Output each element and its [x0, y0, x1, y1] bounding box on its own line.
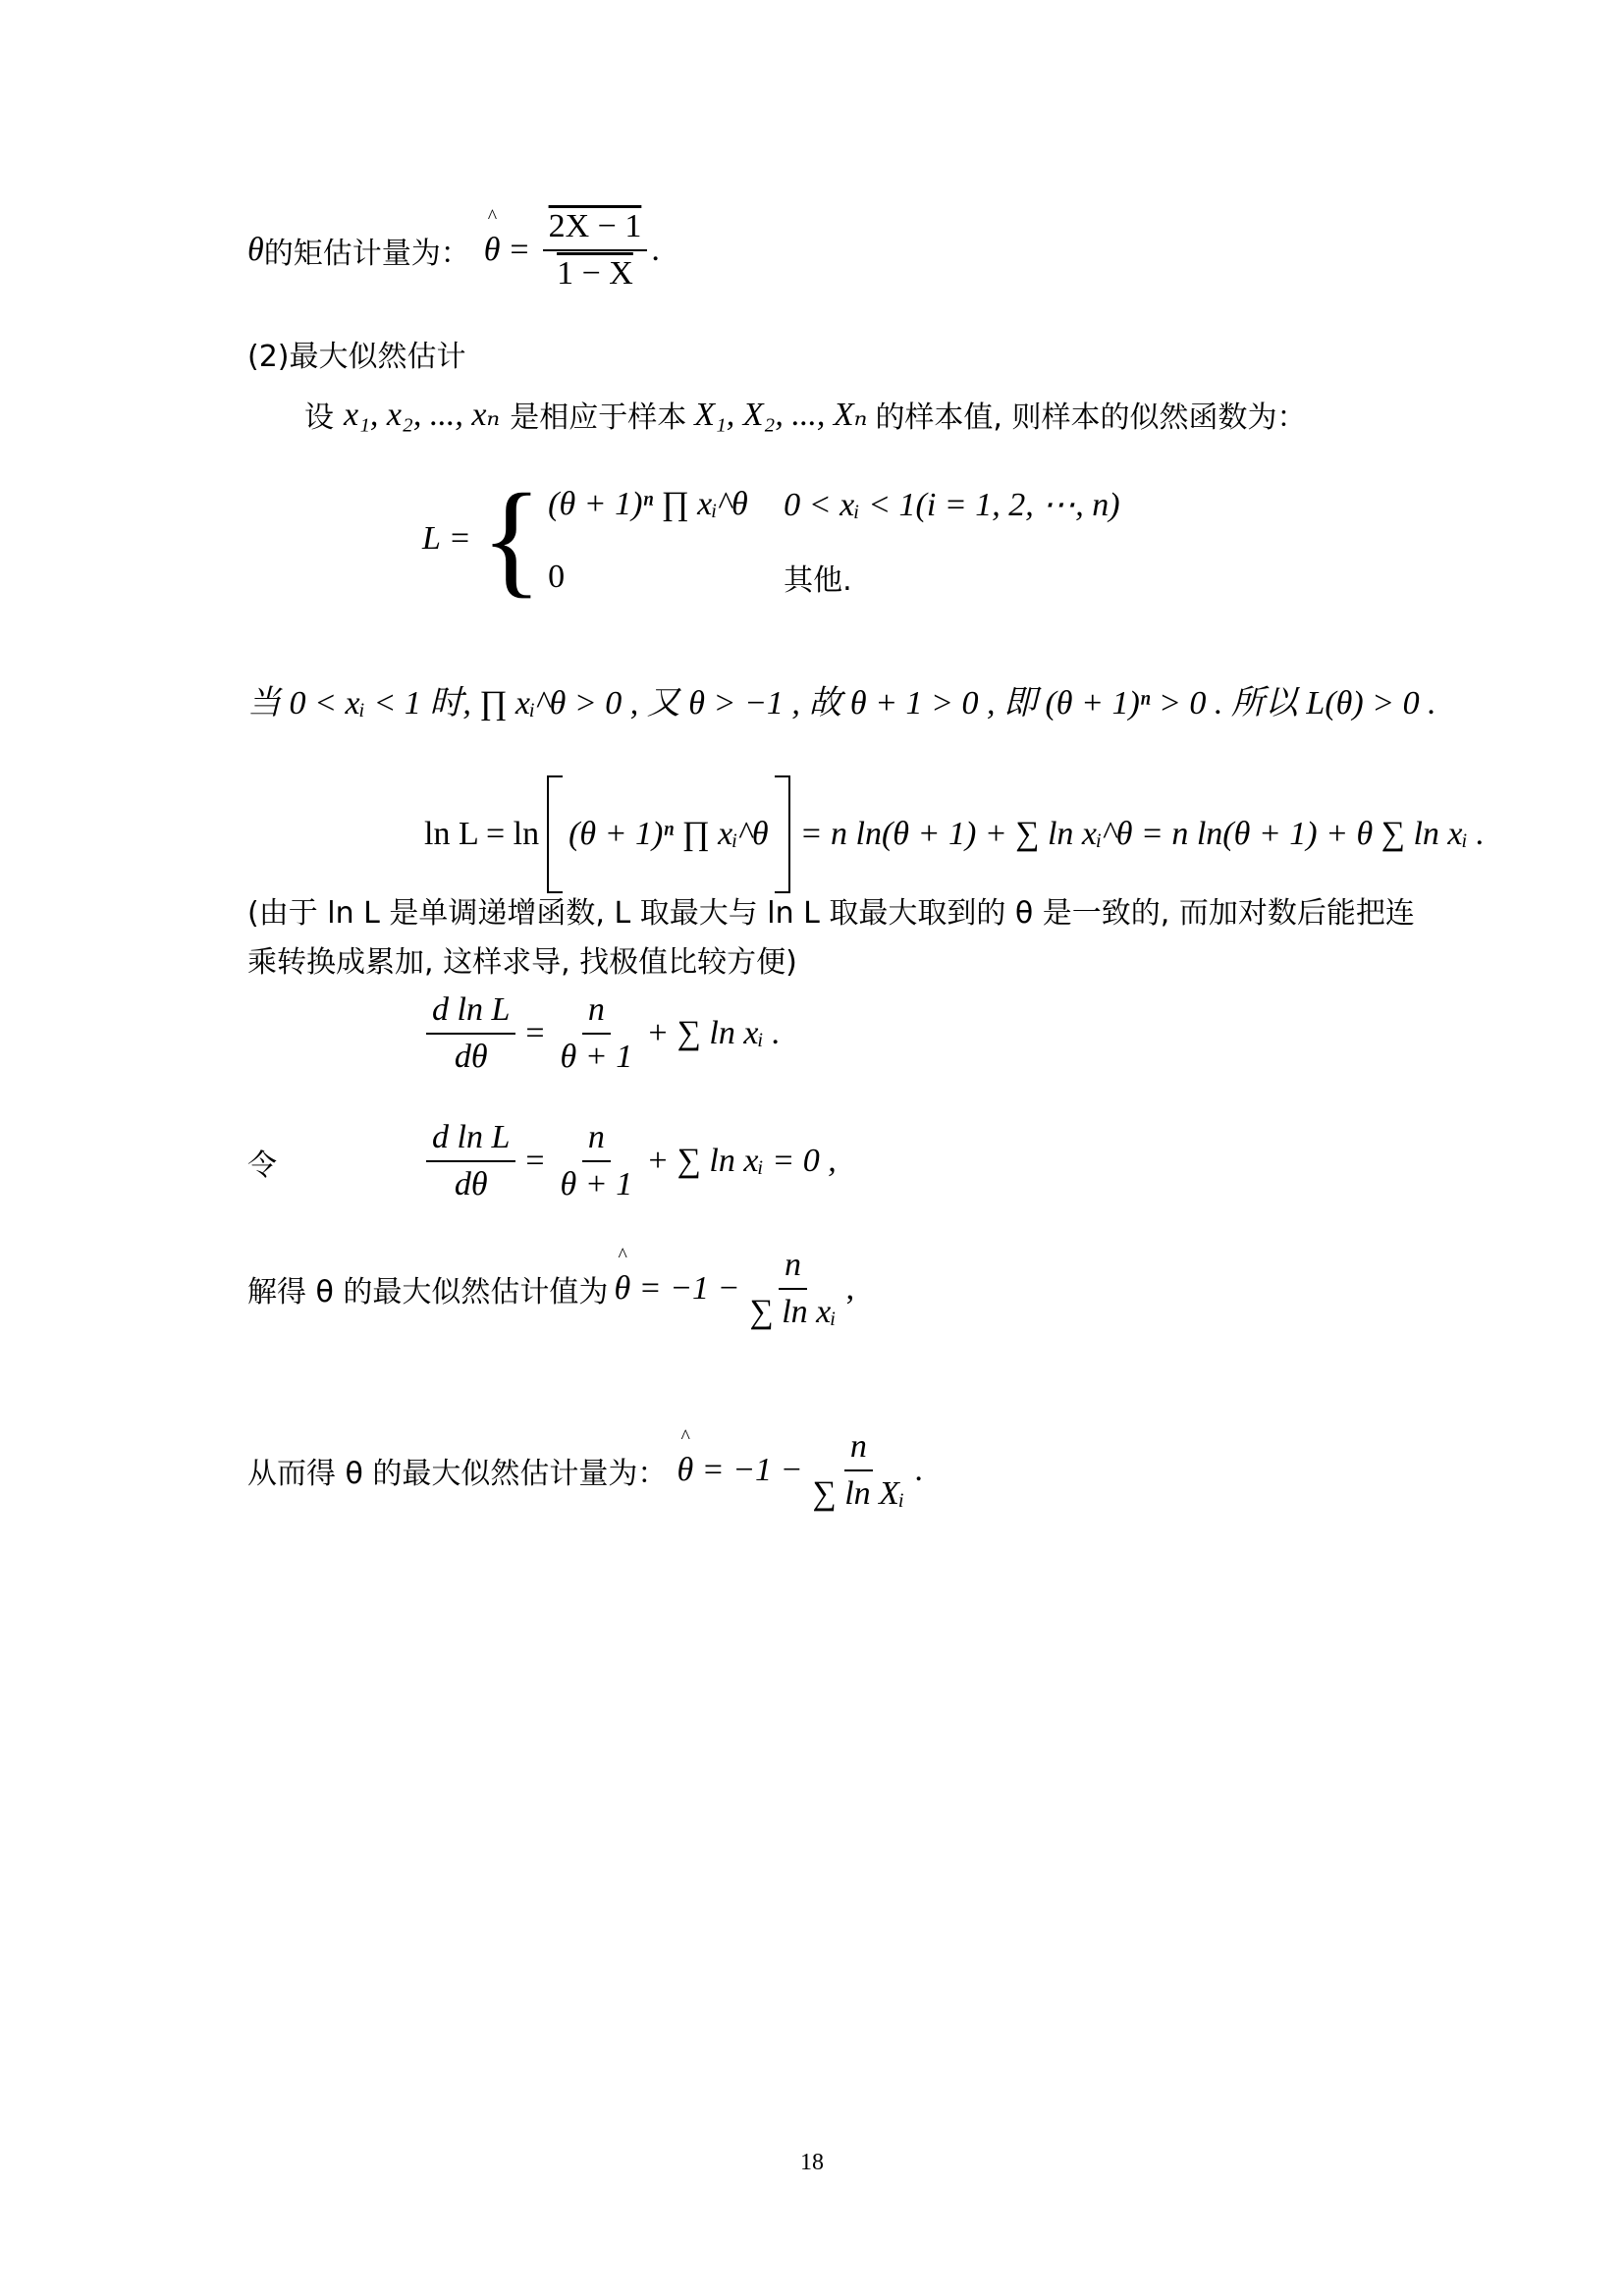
estimator-fraction: [806, 1428, 910, 1513]
estimator-lhs: ^ θ = −1 −: [677, 1452, 802, 1489]
case-2-expression: 0: [548, 559, 566, 595]
derivative-fraction: [426, 991, 515, 1076]
sample-suffix-text: 的样本值, 则样本的似然函数为：: [875, 400, 1307, 435]
case-1-condition: 0 < xᵢ < 1(i = 1, 2, ⋯, n): [784, 487, 1120, 523]
solution-denominator: ∑ ln xᵢ: [749, 1294, 837, 1330]
set-zero-derivative-fraction: [426, 1119, 515, 1203]
sample-values: x₁, x₂, ..., xₙ: [344, 397, 501, 433]
fraction-numerator: 2X − 1: [543, 208, 648, 251]
likelihood-cases: [548, 466, 1119, 612]
log-likelihood-inner: (θ + 1)ⁿ ∏ xᵢ^θ: [568, 816, 769, 852]
note-line-2: 乘转换成累加, 这样求导, 找极值比较方便): [247, 945, 797, 980]
solution-lhs: ^ θ = −1 −: [614, 1270, 739, 1308]
derivative-denominator: dθ: [454, 1039, 488, 1075]
positivity-argument: 当 0 < xᵢ < 1 时, ∏ xᵢ^θ > 0 , 又 θ > −1 , 故 θ + 1 > 0 , 即 (θ + 1)ⁿ > 0 . 所以 L(θ) > 0 .: [247, 685, 1436, 721]
solution-numerator: n: [779, 1247, 807, 1290]
estimator-numerator: n: [844, 1428, 873, 1471]
page-number: 18: [800, 2150, 824, 2175]
moment-estimator-label: 的矩估计量为：: [263, 237, 470, 271]
note-line-1: (由于 ln L 是单调递增函数, L 取最大与 ln L 取最大取到的 θ 是一致的, 而加对数后能把连: [247, 896, 1415, 931]
left-brace: {: [480, 468, 543, 610]
set-zero-denominator: dθ: [454, 1166, 488, 1202]
theta-hat: ^ θ: [484, 232, 501, 269]
theta-symbol: θ: [247, 232, 264, 268]
left-bracket: [547, 775, 563, 893]
case-row-2: [548, 543, 1119, 612]
rhs-fraction: [555, 991, 639, 1076]
set-zero-rhs-numerator: n: [582, 1119, 611, 1162]
moment-estimator-line: [247, 208, 660, 293]
likelihood-function: [422, 466, 1120, 612]
fraction-denominator: 1 − X: [557, 255, 633, 292]
set-zero-tail: + ∑ ln xᵢ = 0 ,: [646, 1143, 837, 1179]
let-label: 令: [247, 1148, 277, 1183]
log-likelihood-line: [424, 775, 1485, 893]
section-title: (2)最大似然估计: [247, 340, 466, 374]
solution-label: 解得 θ 的最大似然估计值为: [247, 1275, 609, 1309]
derivative-line: $\frac{\text{d ln L}}{d\theta}$ = $\frac{n}{\theta + 1}$ + ∑ ln xᵢ .: [422, 991, 781, 1076]
set-zero-rhs-denominator: θ + 1: [560, 1166, 633, 1202]
log-likelihood-lhs: ln L = ln: [424, 816, 540, 852]
derivative-tail: + ∑ ln xᵢ .: [646, 1015, 781, 1051]
moment-estimator-fraction: [543, 208, 648, 293]
case-1-expression: (θ + 1)ⁿ ∏ xᵢ^θ: [548, 486, 748, 522]
set-zero-numerator: d ln L: [426, 1119, 515, 1162]
log-likelihood-rhs: = n ln(θ + 1) + ∑ ln xᵢ^θ = n ln(θ + 1) + θ ∑ ln xᵢ .: [799, 816, 1485, 852]
equals-sign: =: [510, 232, 529, 268]
comma: ,: [845, 1270, 855, 1307]
estimator-label: 从而得 θ 的最大似然估计量为：: [247, 1457, 668, 1491]
estimator-denominator: ∑ ln Xᵢ: [812, 1475, 905, 1512]
rhs-numerator: n: [582, 991, 611, 1035]
rhs-denominator: θ + 1: [560, 1039, 633, 1075]
case-2-condition: 其他.: [784, 563, 852, 598]
derivative-numerator: d ln L: [426, 991, 515, 1035]
solution-fraction: [743, 1247, 841, 1331]
right-bracket: [775, 775, 790, 893]
sample-mid-text: 是相应于样本: [510, 400, 687, 435]
set-zero-line: $\frac{\text{d ln L}}{d\theta}$ = $\frac{n}{\theta + 1}$ + ∑ ln xᵢ = 0 ,: [422, 1119, 837, 1203]
case-row-1: [548, 466, 1119, 543]
period: .: [651, 232, 660, 268]
sample-definition-line: [304, 393, 1307, 436]
set-label: 设: [304, 400, 334, 435]
sample-variables: X₁, X₂, ..., Xₙ: [694, 397, 868, 433]
likelihood-lhs: L =: [422, 520, 471, 557]
period: .: [914, 1452, 923, 1488]
estimator-line: [247, 1428, 923, 1513]
solution-line: [247, 1247, 854, 1331]
set-zero-rhs-fraction: [555, 1119, 639, 1203]
